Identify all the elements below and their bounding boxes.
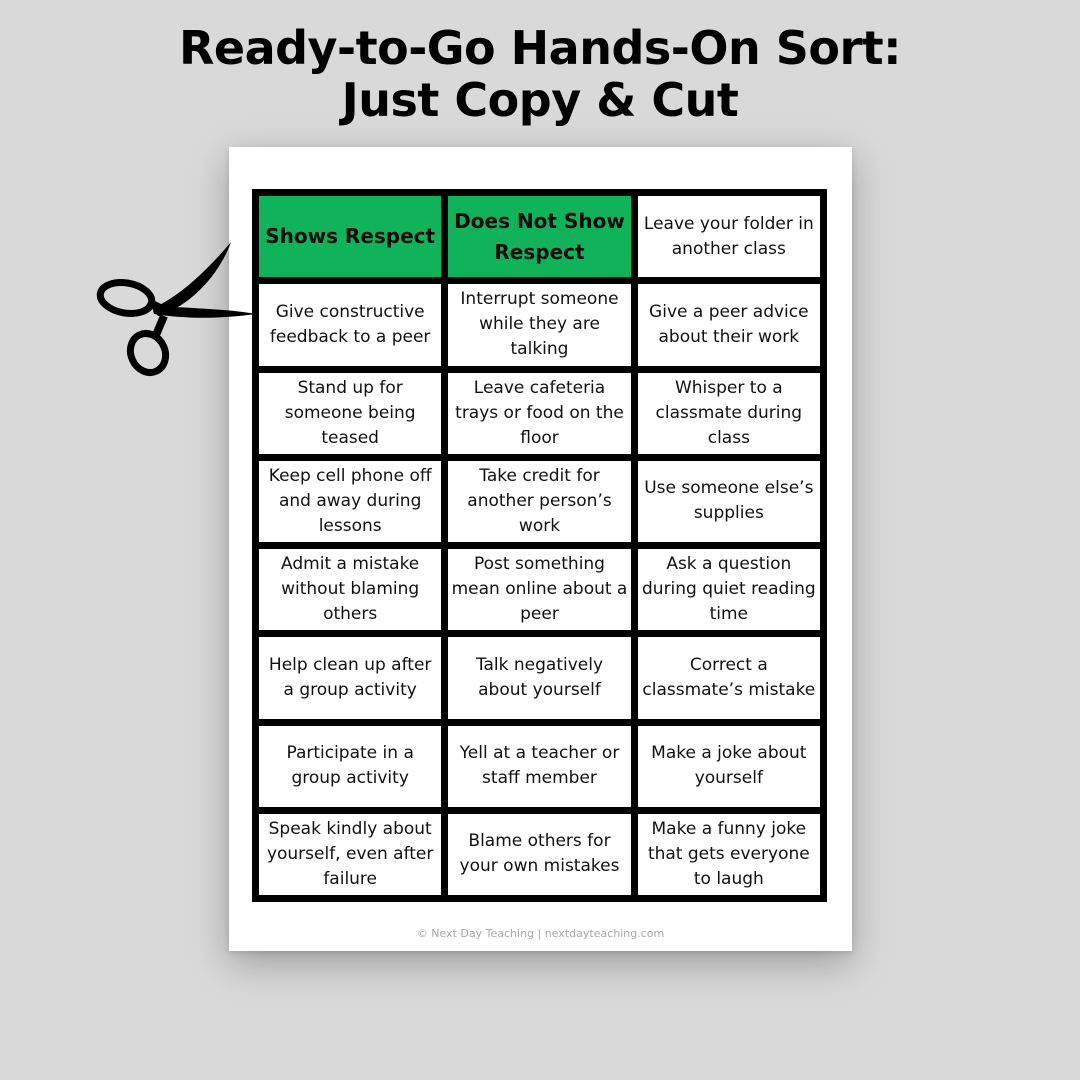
sort-card: Speak kindly about yourself, even after failure	[259, 814, 441, 895]
sort-card: Interrupt someone while they are talking	[448, 284, 630, 365]
sort-card: Take credit for another person’s work	[448, 461, 630, 542]
page-headline	[0, 22, 1080, 126]
copyright-footer: © Next Day Teaching | nextdayteaching.com	[416, 927, 665, 940]
sort-card: Make a funny joke that gets everyone to laugh	[638, 814, 820, 895]
sort-card: Make a joke about yourself	[638, 726, 820, 807]
headline-line-2: Just Copy & Cut	[341, 73, 739, 127]
sort-card: Talk negatively about yourself	[448, 637, 630, 718]
sort-card: Use someone else’s supplies	[638, 461, 820, 542]
sort-card: Whisper to a classmate during class	[638, 373, 820, 454]
sort-card: Blame others for your own mistakes	[448, 814, 630, 895]
scissors-icon	[96, 238, 256, 378]
sort-card: Yell at a teacher or staff member	[448, 726, 630, 807]
header-does-not-show-respect: Does Not Show Respect	[448, 196, 630, 277]
headline-line-1: Ready-to-Go Hands-On Sort:	[178, 21, 902, 75]
sort-grid	[252, 189, 827, 902]
sort-card: Give a peer advice about their work	[638, 284, 820, 365]
sort-card: Give constructive feedback to a peer	[259, 284, 441, 365]
sort-card: Admit a mistake without blaming others	[259, 549, 441, 630]
sort-card: Stand up for someone being teased	[259, 373, 441, 454]
sort-card: Help clean up after a group activity	[259, 637, 441, 718]
worksheet-page	[229, 147, 852, 951]
sort-card: Keep cell phone off and away during lessons	[259, 461, 441, 542]
sort-card: Post something mean online about a peer	[448, 549, 630, 630]
sort-card: Leave your folder in another class	[638, 196, 820, 277]
sort-card: Ask a question during quiet reading time	[638, 549, 820, 630]
header-shows-respect: Shows Respect	[259, 196, 441, 277]
sort-card: Participate in a group activity	[259, 726, 441, 807]
sort-card: Leave cafeteria trays or food on the floor	[448, 373, 630, 454]
sort-card: Correct a classmate’s mistake	[638, 637, 820, 718]
